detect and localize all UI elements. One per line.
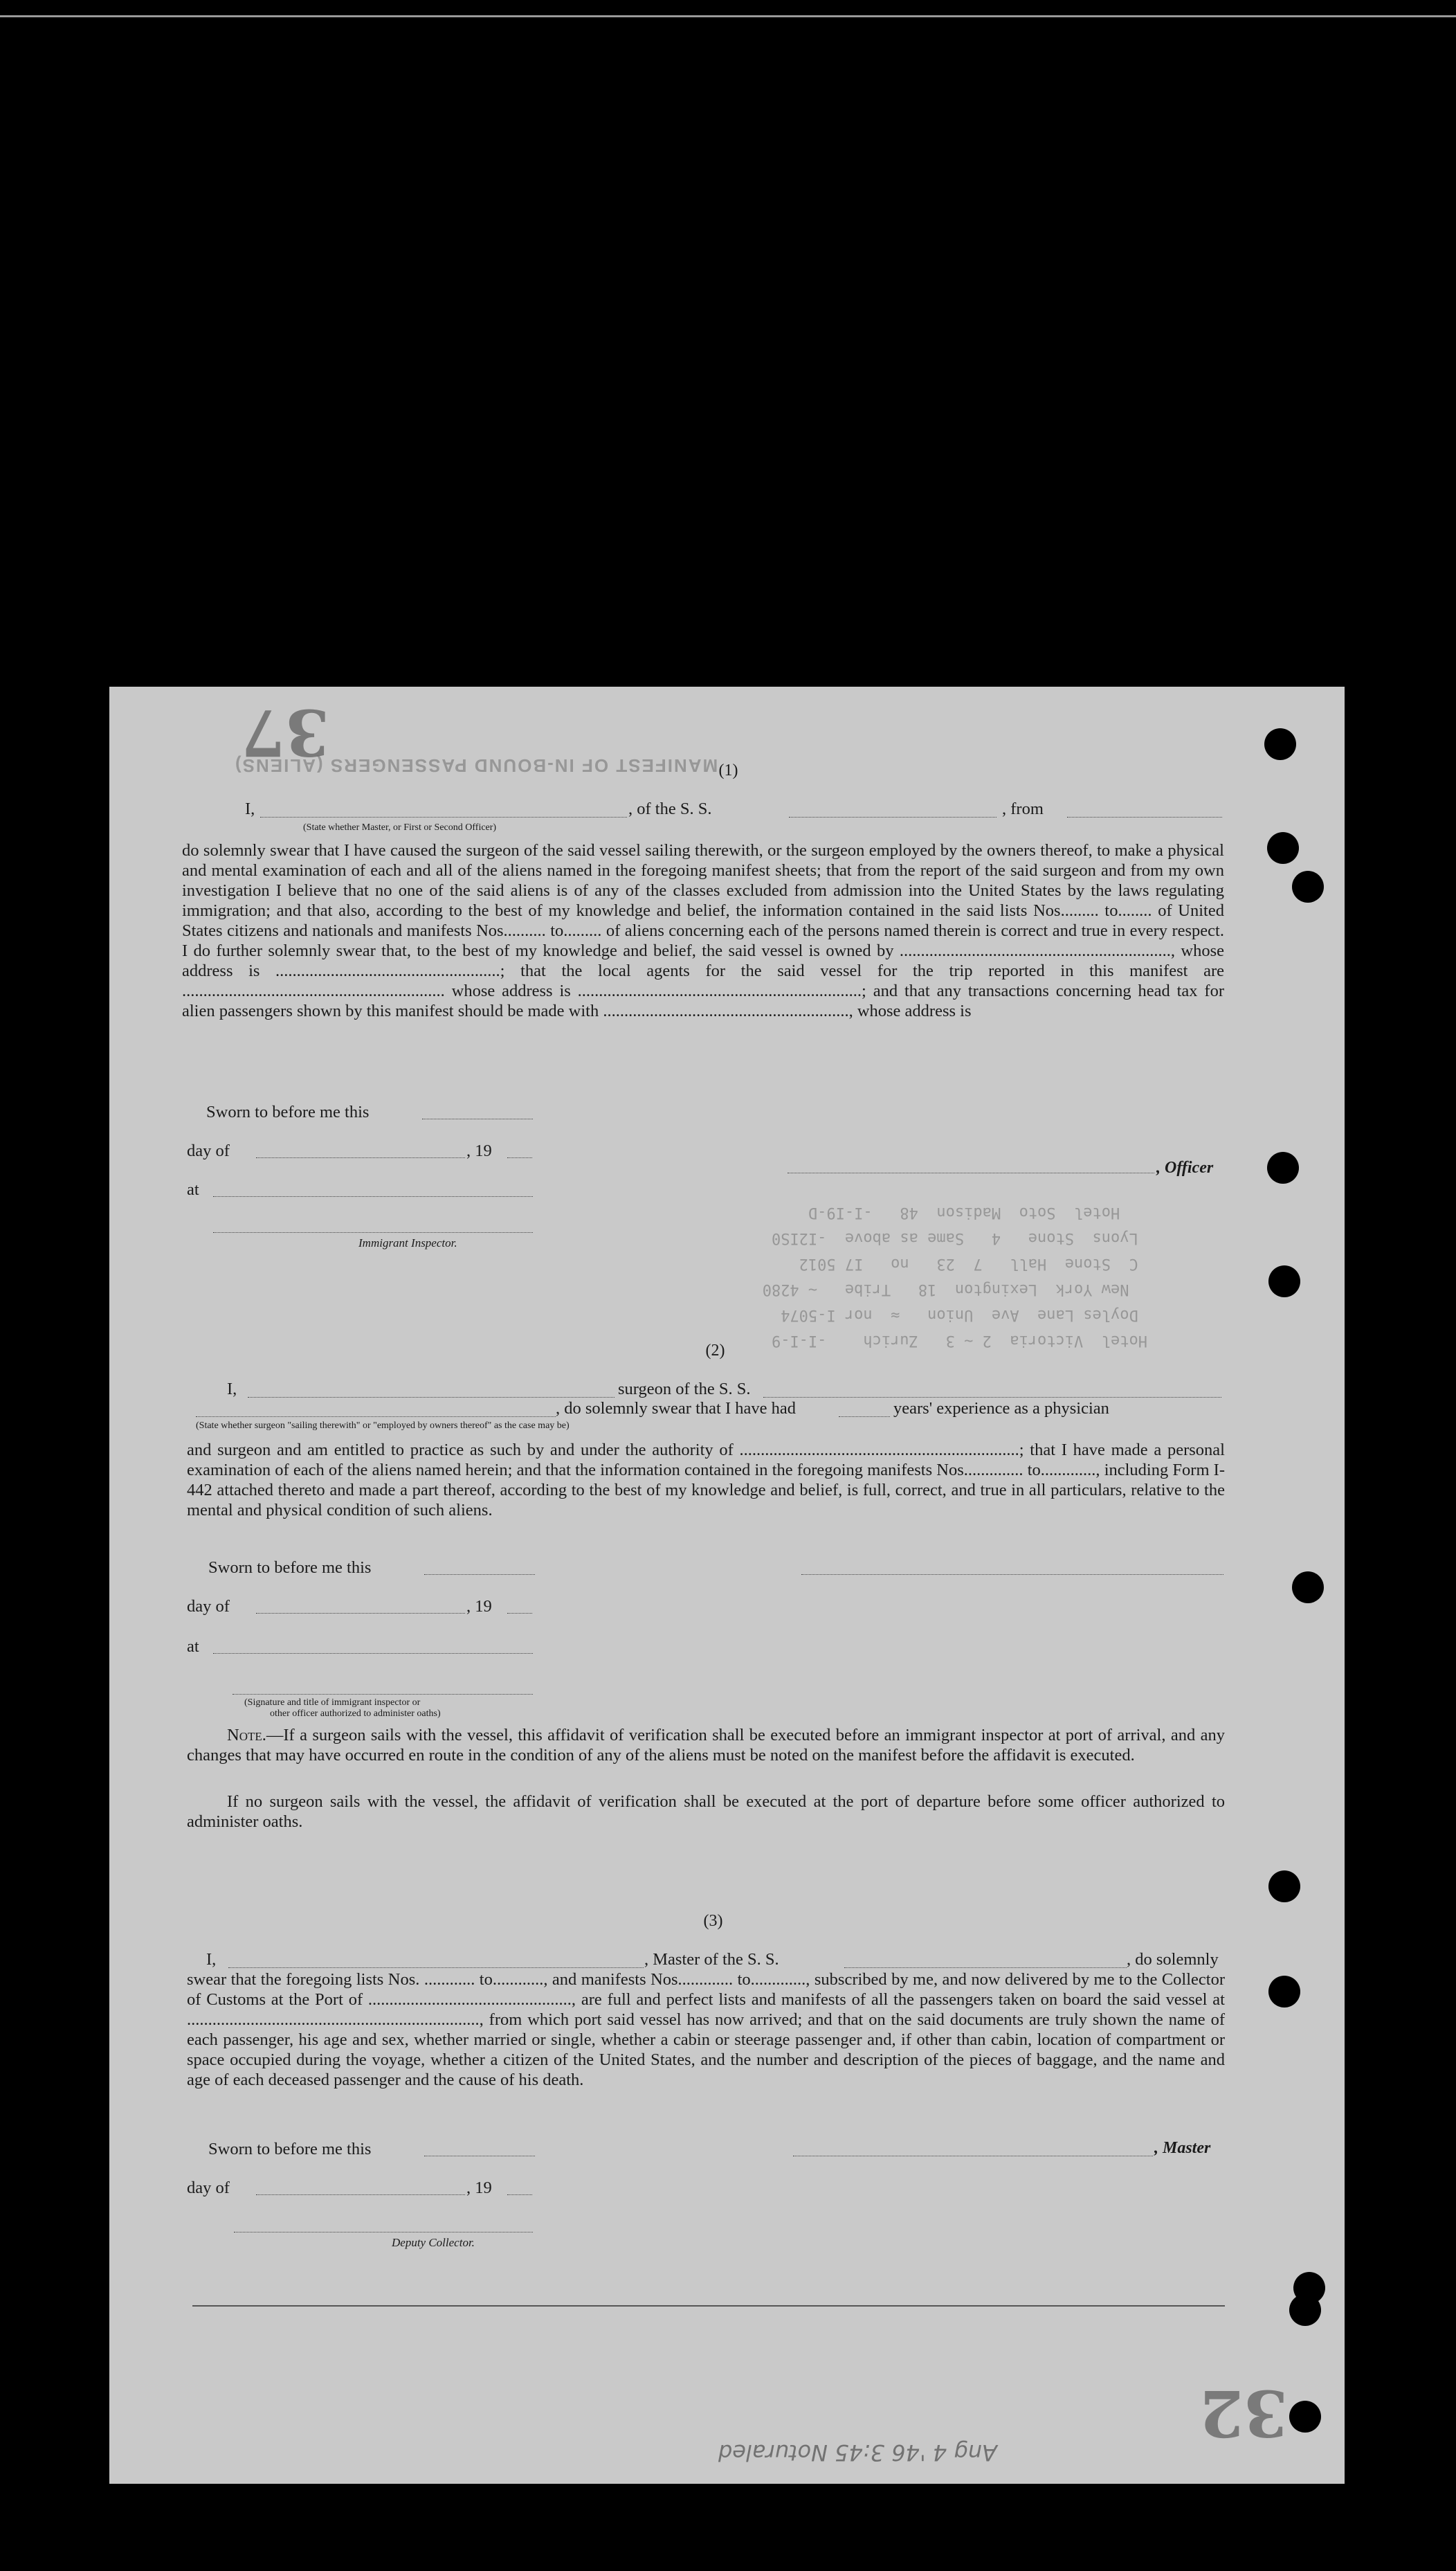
manifest-page — [109, 687, 1345, 2484]
section-3-year: , 19 — [466, 2178, 492, 2197]
surgeon-note: (State whether surgeon "sailing therewith" or "employed by owners thereof" as the case may be) — [196, 1420, 570, 1431]
section-2-sworn: Sworn to before me this — [208, 1558, 372, 1577]
section-3-sworn: Sworn to before me this — [208, 2140, 372, 2158]
surgeon-ship-blank — [763, 1397, 1221, 1398]
punch-hole — [1292, 871, 1324, 903]
note-label: Note. — [227, 1726, 266, 1744]
punch-hole — [1292, 1571, 1324, 1603]
from-port-blank — [1067, 817, 1222, 818]
signature-note-2: other officer authorized to administer oaths) — [270, 1708, 441, 1719]
day-blank — [256, 1157, 465, 1158]
year-blank — [507, 1157, 532, 1158]
officer-label: , Officer — [1156, 1159, 1214, 1177]
section-3-master-of: , Master of the S. S. — [644, 1950, 779, 1969]
punch-hole — [1268, 1265, 1300, 1297]
punch-hole — [1267, 1152, 1299, 1184]
master-name-blank — [260, 817, 627, 818]
bleed-through-heading: MANIFEST OF IN-BOUND PASSENGERS (ALIENS) — [234, 755, 718, 776]
section-2-year: , 19 — [466, 1597, 492, 1616]
punch-hole — [1268, 1976, 1300, 2008]
section-1-at: at — [187, 1180, 199, 1199]
inspector-label: Immigrant Inspector. — [358, 1236, 457, 1250]
note-paragraph — [187, 1725, 1225, 1765]
bottom-rule — [192, 2305, 1225, 2307]
section-1-i-start: I, — [245, 800, 255, 818]
section-3-solemnly: , do solemnly — [1127, 1950, 1219, 1969]
section-2-at: at — [187, 1637, 199, 1656]
note-2-paragraph: If no surgeon sails with the vessel, the affidavit of verification shall be executed at the port of departure before some officer authorized to administer oaths. — [187, 1792, 1225, 1831]
section-1-year: , 19 — [466, 1142, 492, 1160]
section-2-day-of: day of — [187, 1597, 230, 1616]
deputy-label: Deputy Collector. — [392, 2236, 475, 2249]
section-1-sworn: Sworn to before me this — [206, 1103, 370, 1121]
years-blank — [839, 1416, 890, 1417]
section-2-number: (2) — [705, 1342, 725, 1360]
page-stamp-top: 37 — [241, 695, 330, 770]
master-note: (State whether Master, or First or Second Officer) — [303, 822, 497, 833]
section-2-surgeon-of: surgeon of the S. S. — [618, 1380, 751, 1398]
punch-hole — [1268, 1870, 1300, 1902]
at-blank-2 — [213, 1653, 533, 1654]
section-1-of-ss: , of the S. S. — [628, 800, 712, 818]
section-2-years: years' experience as a physician — [893, 1399, 1109, 1418]
ship-name-blank — [789, 817, 997, 818]
section-3-number: (3) — [703, 1912, 723, 1930]
section-2-i: I, — [227, 1380, 237, 1398]
inspector-signature-line — [213, 1232, 533, 1233]
section-3-i: I, — [206, 1950, 217, 1969]
section-1-day-of: day of — [187, 1142, 230, 1160]
year-blank-2 — [507, 1613, 532, 1614]
day-blank-2 — [256, 1613, 465, 1614]
surgeon-type-blank — [196, 1416, 556, 1417]
sworn-blank-2 — [424, 1574, 535, 1575]
bottom-handwritten-note: Ang 4 '46 3:45 Noturaled — [718, 2439, 997, 2466]
punch-hole — [1267, 832, 1299, 864]
surgeon-name-blank — [248, 1397, 615, 1398]
section-3-day-of: day of — [187, 2178, 230, 2197]
surgeon-signature-line — [801, 1574, 1223, 1575]
section-2-paragraph: and surgeon and am entitled to practice as such by and under the authority of ..................................................................; that I have made a personal examination of each of the aliens named herein; and that the information contained in the foregoing manifests Nos.............. to............., including Form I-442 attached thereto and made a part thereof, according to the best of my knowledge and belief, is full, correct, and true in all particulars, relative to the mental and physical condition of such aliens. — [187, 1441, 1225, 1519]
punch-hole — [1289, 2401, 1321, 2433]
page-stamp-bottom: 32 — [1199, 2376, 1289, 2451]
section-1-paragraph: do solemnly swear that I have caused the surgeon of the said vessel sailing therewith, or the surgeon employed by the owners thereof, to make a physical and mental examination of each and all of the aliens named in the foregoing manifest sheets; that from the report of the said surgeon and from my own investigation I believe that no one of the said aliens is of any of the classes excluded from admission into the United States by the laws regulating immigration; and that also, according to the best of my knowledge and belief, the information contained in the said lists Nos......... to........ of United States citizens and nationals and manifests Nos.......... to......... of aliens concerning each of the persons named therein is correct and true in every respect. I do further solemnly swear that, to the best of my knowledge and belief, the said vessel is owned by ................................................................, whose address is .....................................................; that the local agents for the said vessel for the trip reported in this manifest are .............................................................. whose address is ...................................................................; and that any transactions concerning head tax for alien passengers shown by this manifest should be made with .........................................................., whose address is — [182, 841, 1224, 1020]
year-blank-3 — [507, 2194, 532, 2195]
section-1-from: , from — [1002, 800, 1044, 818]
punch-hole — [1289, 2294, 1321, 2326]
signature-note-1: (Signature and title of immigrant inspector or — [244, 1697, 421, 1708]
section-2-swear: , do solemnly swear that I have had — [556, 1399, 796, 1418]
bleed-through-table: Hotel Victoria 2 ~ 3 Zurich -I-I-9 Doyles Lane Ave Union ≈ nor I-5074 New York Lexington 18 Tribe ~ 4280 C Stone Hall 7 23 no I7 5012 Lyons Stone 4 Same as above -I2IS0 Hotel Soto Madison 48 -I-I9-D — [762, 1204, 1147, 1349]
day-blank-3 — [256, 2194, 465, 2195]
note-text: —If a surgeon sails with the vessel, this affidavit of verification shall be executed before an immigrant inspector at port of arrival, and any changes that may have occurred en route in the condition of any of the aliens must be noted on the manifest before the affidavit is executed. — [187, 1726, 1225, 1765]
section-1-number: (1) — [718, 761, 738, 779]
top-border-line — [0, 15, 1456, 17]
master-label: , Master — [1154, 2139, 1211, 2157]
punch-hole — [1264, 728, 1296, 760]
ship-blank-3 — [844, 1967, 1127, 1968]
master-name-blank-3 — [228, 1967, 644, 1968]
section-3-paragraph: swear that the foregoing lists Nos. ............ to............, and manifests Nos............. to............., subscribed by me, and now delivered by me to the Collector of Customs at the Port of ................................................, are full and perfect lists and manifests of all the passengers taken on board the said vessel at ....................................................................., from which port said vessel has now arrived; and that on the said documents are truly shown the name of each passenger, his age and sex, whether married or single, whether a cabin or steerage passenger and, if other than cabin, location of compartment or space occupied during the voyage, whether a citizen of the United States, and the number and description of the pieces of baggage, and the name and age of each deceased passenger and the cause of his death. — [187, 1970, 1225, 2089]
signature-line-2 — [233, 1694, 533, 1695]
at-blank — [213, 1196, 533, 1197]
